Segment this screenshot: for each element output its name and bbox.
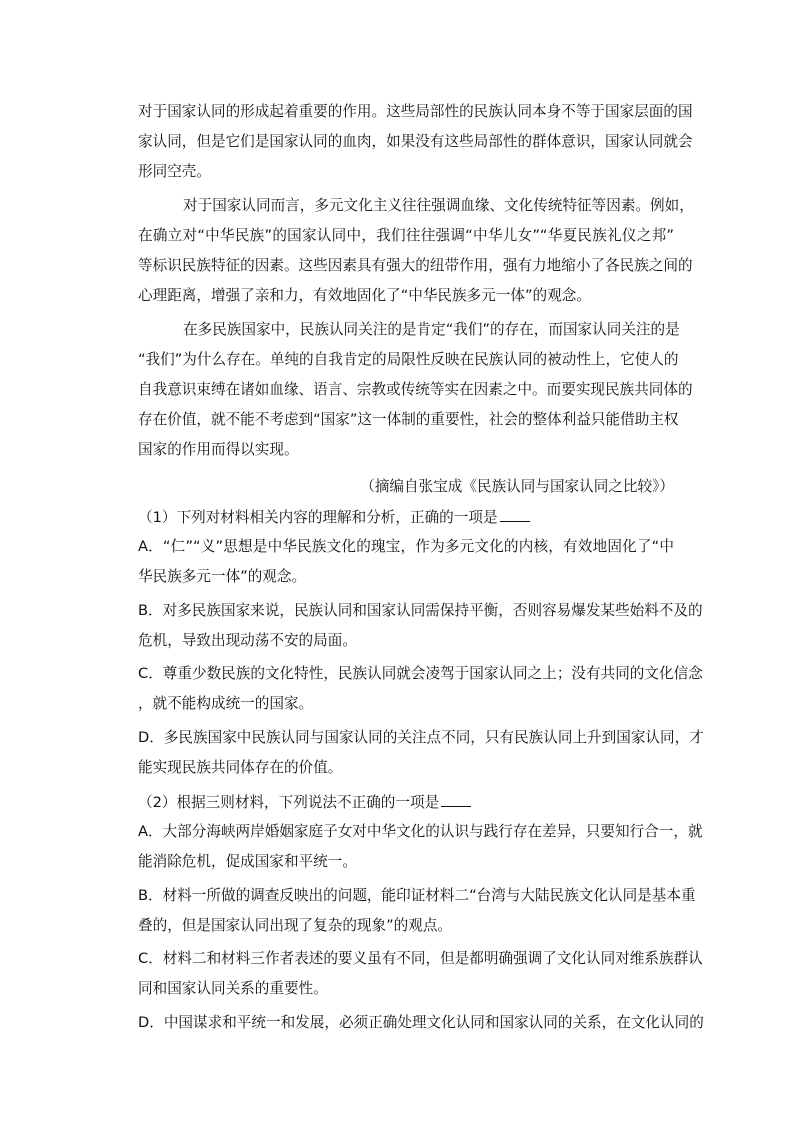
q2-option-b-line-2: 叠的，但是国家认同出现了复杂的现象”的观点。 xyxy=(138,917,453,934)
paragraph-3-line-1: 在多民族国家中，民族认同关注的是肯定“我们”的存在，而国家认同关注的是 xyxy=(183,321,680,338)
question-2-stem-text: （2）根据三则材料，下列说法不正确的一项是 xyxy=(138,794,440,811)
q1-option-d-line-1: D．多民族国家中民族认同与国家认同的关注点不同，只有民族认同上升到国家认同，才 xyxy=(138,729,704,746)
q2-option-b-line-1: B．材料一所做的调查反映出的问题，能印证材料二“台湾与大陆民族文化认同是基本重 xyxy=(138,887,696,904)
q1-option-c-line-2: ，就不能构成统一的国家。 xyxy=(138,695,314,712)
paragraph-2-line-4: 心理距离，增强了亲和力，有效地固化了“中华民族多元一体”的观念。 xyxy=(138,287,591,304)
paragraph-3-line-2: “我们”为什么存在。单纯的自我肯定的局限性反映在民族认同的被动性上，它使人的 xyxy=(138,351,679,368)
q1-option-a-line-2: 华民族多元一体”的观念。 xyxy=(138,568,307,585)
paragraph-2-line-2: 在确立对“中华民族”的国家认同中，我们往往强调“中华儿女”“华夏民族礼仪之邦” xyxy=(138,227,674,244)
q2-option-c-line-1: C．材料二和材料三作者表述的要义虽有不同，但是都明确强调了文化认同对维系族群认 xyxy=(138,950,703,967)
paragraph-1-line-3: 形同空壳。 xyxy=(138,163,211,180)
q2-option-c-line-2: 同和国家认同关系的重要性。 xyxy=(138,980,328,997)
q1-option-a-line-1: A．“仁”“义”思想是中华民族文化的瑰宝，作为多元文化的内核，有效地固化了“中 xyxy=(138,538,674,555)
q1-option-b-line-1: B．对多民族国家来说，民族认同和国家认同需保持平衡，否则容易爆发某些始料不及的 xyxy=(138,602,703,619)
question-1-stem xyxy=(138,507,674,528)
question-2-stem xyxy=(138,792,674,813)
paragraph-2-line-3: 等标识民族特征的因素。这些因素具有强大的纽带作用，强有力地缩小了各民族之间的 xyxy=(138,257,693,274)
q1-option-d-line-2: 能实现民族共同体存在的价值。 xyxy=(138,759,343,776)
paragraph-1-line-2: 家认同，但是它们是国家认同的血肉，如果没有这些局部性的群体意识，国家认同就会 xyxy=(138,133,693,150)
q2-option-a-line-2: 能消除危机，促成国家和平统一。 xyxy=(138,853,357,870)
paragraph-3-line-5: 国家的作用而得以实现。 xyxy=(138,441,299,458)
answer-blank xyxy=(500,507,530,522)
paragraph-2-line-1: 对于国家认同而言，多元文化主义往往强调血缘、文化传统特征等因素。例如， xyxy=(183,197,694,214)
paragraph-3-line-3: 自我意识束缚在诸如血缘、语言、宗教或传统等实在因素之中。而要实现民族共同体的 xyxy=(138,381,693,398)
q2-option-d-line-1: D．中国谋求和平统一和发展，必须正确处理文化认同和国家认同的关系，在文化认同的 xyxy=(138,1014,704,1031)
answer-blank xyxy=(441,792,471,807)
paragraph-3-line-4: 存在价值，就不能不考虑到“国家”这一体制的重要性，社会的整体利益只能借助主权 xyxy=(138,411,679,428)
q1-option-b-line-2: 危机，导致出现动荡不安的局面。 xyxy=(138,632,357,649)
q2-option-a-line-1: A．大部分海峡两岸婚姻家庭子女对中华文化的认识与践行存在差异，只要知行合一，就 xyxy=(138,823,703,840)
q1-option-c-line-1: C．尊重少数民族的文化特性，民族认同就会凌驾于国家认同之上；没有共同的文化信念 xyxy=(138,665,703,682)
question-1-stem-text: （1）下列对材料相关内容的理解和分析，正确的一项是 xyxy=(138,509,498,526)
source-citation: （摘编自张宝成《民族认同与国家认同之比较》） xyxy=(360,478,674,495)
paragraph-1-line-1: 对于国家认同的形成起着重要的作用。这些局部性的民族认同本身不等于国家层面的国 xyxy=(138,103,693,120)
